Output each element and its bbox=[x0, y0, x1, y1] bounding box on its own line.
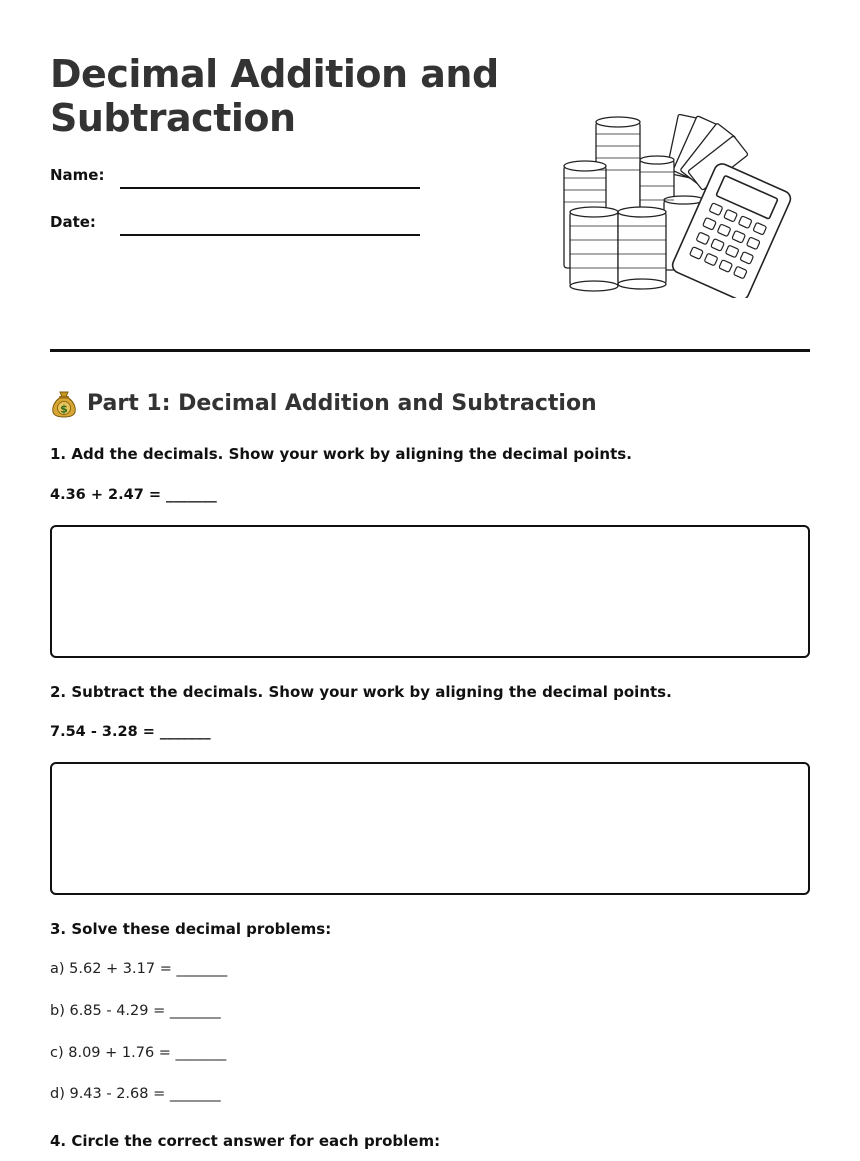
svg-text:$: $ bbox=[60, 402, 68, 416]
section-title: Part 1: Decimal Addition and Subtraction bbox=[87, 390, 597, 416]
question-3-prompt: 3. Solve these decimal problems: bbox=[50, 920, 332, 938]
question-3-item-c: c) 8.09 + 1.76 = _______ bbox=[50, 1045, 227, 1061]
question-3-item-d: d) 9.43 - 2.68 = _______ bbox=[50, 1086, 221, 1102]
date-label: Date: bbox=[50, 213, 96, 231]
question-2-prompt: 2. Subtract the decimals. Show your work by aligning the decimal points. bbox=[50, 683, 672, 701]
question-3-item-b: b) 6.85 - 4.29 = _______ bbox=[50, 1003, 221, 1019]
question-1-expression: 4.36 + 2.47 = _______ bbox=[50, 487, 217, 503]
question-1-work-box[interactable] bbox=[50, 525, 810, 658]
page-title: Decimal Addition and Subtraction bbox=[50, 52, 499, 140]
question-2-expression: 7.54 - 3.28 = _______ bbox=[50, 724, 211, 740]
money-bag-icon bbox=[50, 388, 78, 418]
section-divider bbox=[50, 349, 810, 352]
date-line[interactable] bbox=[120, 234, 420, 236]
calculator-icon bbox=[670, 161, 793, 298]
section-heading bbox=[50, 388, 597, 418]
question-3-item-a: a) 5.62 + 3.17 = _______ bbox=[50, 961, 228, 977]
coin-stack-icon bbox=[570, 207, 618, 291]
name-line[interactable] bbox=[120, 187, 420, 189]
question-1-prompt: 1. Add the decimals. Show your work by aligning the decimal points. bbox=[50, 445, 632, 463]
name-label: Name: bbox=[50, 166, 105, 184]
money-calculator-illustration bbox=[560, 108, 800, 298]
question-4-prompt: 4. Circle the correct answer for each problem: bbox=[50, 1132, 441, 1150]
coin-stack-icon bbox=[618, 207, 666, 289]
question-2-work-box[interactable] bbox=[50, 762, 810, 895]
